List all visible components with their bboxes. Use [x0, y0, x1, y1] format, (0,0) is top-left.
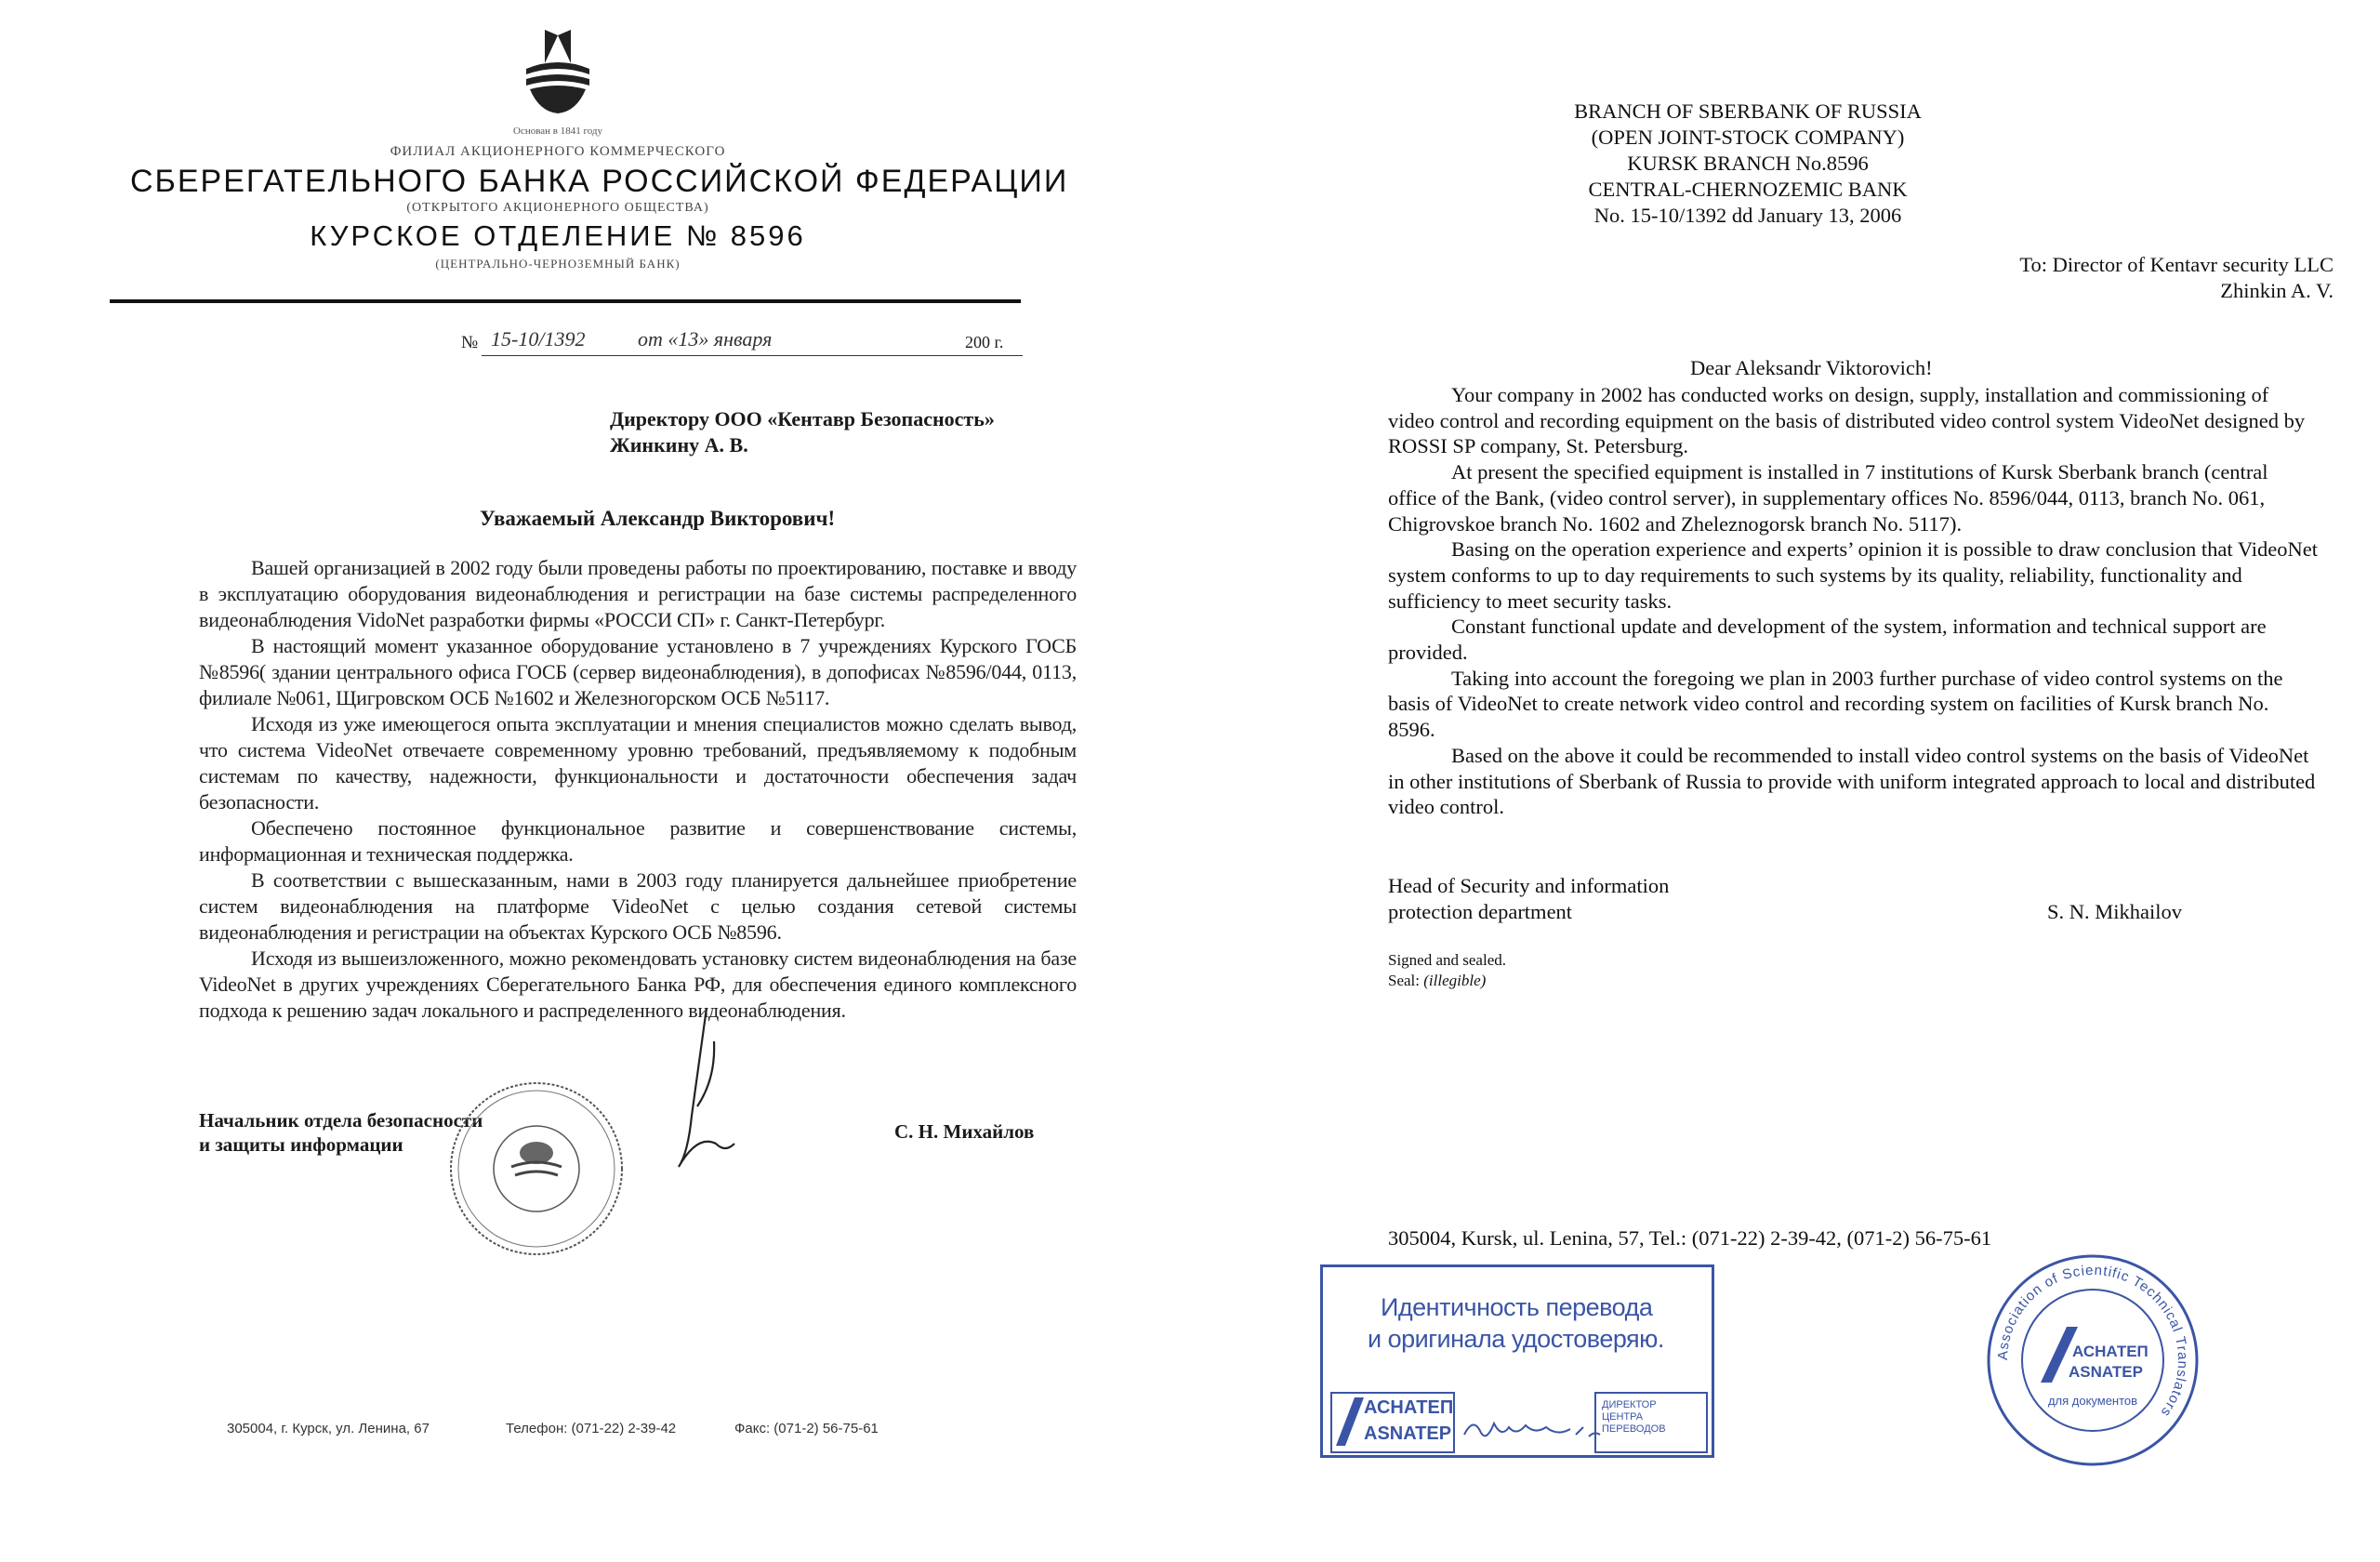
asnatep-logo: [1330, 1392, 1455, 1453]
english-translation: [1162, 0, 2380, 1562]
logo-caption: Основан в 1841 году: [513, 126, 602, 137]
signer-name: С. Н. Михайлов: [894, 1120, 1035, 1143]
paragraph: Your company in 2002 has conducted works on design, supply, installation and commissioning of video control and recording equipment on the basis of distributed video control system VideoNet designed by ROSSI SP company, St. Petersburg.: [1388, 383, 2306, 458]
to-line1: To: Director of Kentavr security LLC: [2019, 253, 2334, 276]
bank-round-seal: [446, 1079, 628, 1260]
asnatep-logo-bottom: ASNATEP: [1364, 1423, 1452, 1444]
signer-title-line2: protection department: [1388, 900, 1573, 923]
addressee-line1: Директору ООО «Кентавр Безопасность»: [610, 407, 995, 430]
paragraph: Constant functional update and development of the system, information and technical support are provided.: [1388, 615, 2267, 665]
paragraph: Обеспечено постоянное функциональное развитие и совершенствование системы, информационная и техническая поддержка.: [199, 816, 1077, 866]
ref-prefix: №: [461, 333, 479, 352]
translation-header: [1515, 99, 1980, 229]
ref-underline: [482, 355, 1023, 356]
seal-ring-text: Association of Scientific Technical Translators: [1994, 1262, 2191, 1421]
header-divider: [110, 299, 1021, 303]
header-line: CENTRAL-CHERNOZEMIC BANK: [1588, 178, 1908, 201]
signed-note: Signed and sealed.: [1388, 951, 1506, 969]
footer-address: 305004, г. Курск, ул. Ленина, 67: [227, 1421, 430, 1436]
letter-body: [199, 555, 1077, 1024]
seal-note: [1388, 972, 1486, 990]
paragraph: Taking into account the foregoing we plan in 2003 further purchase of video control systems on the basis of VideoNet to create network video control and recording system on facilities of Kursk branch No. 8596.: [1388, 666, 2283, 742]
paragraph: В соответствии с вышесказанным, нами в 2003 году планируется дальнейшее приобретение систем видеонаблюдения на платформе VideoNet с целью создания сетевой системы видеонаблюдения и регистрации на объектах Курского ОСБ №8596.: [199, 868, 1077, 944]
header-line: BRANCH OF SBERBANK OF RUSSIA: [1574, 99, 1922, 123]
handwritten-signature: [641, 1004, 762, 1190]
asnatep-logo-top: АСНАТЕП: [1364, 1397, 1454, 1418]
signer-title-line1: Начальник отдела безопасности: [199, 1109, 483, 1132]
director-label-2: ЦЕНТРА: [1602, 1411, 1644, 1423]
addressee-line2: Жинкину А. В.: [610, 433, 748, 457]
paragraph: Based on the above it could be recommended to install video control systems on the basis of VideoNet in other institutions of Sberbank of Russia to provide with uniform integrated approach to local and distributed video control.: [1388, 743, 2316, 819]
seal-inner-text: для документов: [2047, 1394, 2138, 1408]
seal-value: (illegible): [1423, 972, 1487, 989]
director-label-3: ПЕРЕВОДОВ: [1602, 1423, 1666, 1435]
seal-logo-top: АСНАТЕП: [2072, 1343, 2149, 1360]
footer-fax: Факс: (071-2) 56-75-61: [734, 1421, 879, 1436]
reference-line: [461, 327, 1023, 359]
bank-header-line5: (ЦЕНТРАЛЬНО-ЧЕРНОЗЕМНЫЙ БАНК): [435, 257, 681, 271]
translator-round-seal: [1985, 1252, 2201, 1468]
footer-contacts: 305004, Kursk, ul. Lenina, 57, Tel.: (071-22) 2-39-42, (071-2) 56-75-61: [1388, 1226, 1992, 1250]
stamp-line2: и оригинала удостоверяю.: [1368, 1325, 1664, 1353]
russian-letter: [0, 0, 1162, 1562]
paragraph: At present the specified equipment is installed in 7 institutions of Kursk Sberbank branch (central office of the Bank, (video control server), in supplementary offices No. 8596/044, 0113, branch No. 061, Chigrovskoe branch No. 1602 and Zheleznogorsk branch No. 5117).: [1388, 460, 2268, 536]
director-label-1: ДИРЕКТОР: [1602, 1399, 1657, 1410]
ref-year: 200 г.: [965, 333, 1004, 351]
signer-name: S. N. Mikhailov: [2047, 900, 2183, 923]
letter-body: [1388, 382, 2318, 820]
signer-title-line1: Head of Security and information: [1388, 874, 1670, 897]
director-box: [1594, 1392, 1708, 1453]
greeting: Уважаемый Александр Викторович!: [480, 507, 836, 530]
sberbank-logo-icon: [521, 28, 595, 116]
paragraph: В настоящий момент указанное оборудование установлено в 7 учреждениях Курского ГОСБ №8596( здании центрального офиса ГОСБ (сервер видеонаблюдения), в допофисах №8596/044, 0113, филиале №061, Щигровском ОСБ №1602 и Железногорском ОСБ №5117.: [199, 634, 1077, 709]
seal-label: Seal:: [1388, 972, 1420, 989]
bank-header-line3: (ОТКРЫТОГО АКЦИОНЕРНОГО ОБЩЕСТВА): [406, 201, 709, 215]
seal-logo-bottom: ASNATEP: [2069, 1363, 2143, 1381]
asnatep-logo-mark-icon: [1334, 1396, 1366, 1448]
paragraph: Исходя из вышеизложенного, можно рекомендовать установку систем видеонаблюдения на базе VideoNet в других учреждениях Сберегательного Банка РФ, для обеспечения единого комплексного подхода к решению задач локального и распределенного видеонаблюдения.: [199, 946, 1077, 1022]
bank-header-line1: ФИЛИАЛ АКЦИОНЕРНОГО КОММЕРЧЕСКОГО: [390, 144, 726, 159]
ref-date: от «13» января: [638, 327, 773, 351]
paragraph: Вашей организацией в 2002 году были проведены работы по проектированию, поставке и вводу в эксплуатацию оборудования видеонаблюдения и регистрации на базе системы распределенного видеонаблюдения VidoNet разработки фирмы «РОССИ СП» г. Санкт-Петербург.: [199, 556, 1077, 631]
bank-header-name: СБЕРЕГАТЕЛЬНОГО БАНКА РОССИЙСКОЙ ФЕДЕРАЦИИ: [130, 164, 1069, 199]
stamp-line1: Идентичность перевода: [1381, 1293, 1653, 1321]
header-line: (OPEN JOINT-STOCK COMPANY): [1591, 126, 1905, 149]
footer-phone: Телефон: (071-22) 2-39-42: [506, 1421, 677, 1436]
to-line2: Zhinkin A. V.: [2220, 279, 2334, 302]
paragraph: Исходя из уже имеющегося опыта эксплуатации и мнения специалистов можно сделать вывод, что система VideoNet отвечаете современному уровню требований, предъявляемому к подобным системам по качеству, надежности, функциональности и достаточности обеспечения задач безопасности.: [199, 712, 1077, 814]
header-line: No. 15-10/1392 dd January 13, 2006: [1593, 204, 1902, 227]
bank-branch-name: КУРСКОЕ ОТДЕЛЕНИЕ № 8596: [310, 219, 806, 252]
signer-title-line2: и защиты информации: [199, 1133, 403, 1156]
stamp-signature: [1461, 1407, 1609, 1448]
greeting: Dear Aleksandr Viktorovich!: [1690, 356, 1933, 379]
paragraph: Basing on the operation experience and experts’ opinion it is possible to draw conclusion that VideoNet system conforms to up to day requirements to such systems by its quality, reliability, functionality and sufficiency to meet security tasks.: [1388, 537, 2318, 613]
ref-number: 15-10/1392: [491, 327, 586, 351]
translation-certification-stamp: [1320, 1264, 1714, 1458]
header-line: KURSK BRANCH No.8596: [1627, 152, 1869, 175]
